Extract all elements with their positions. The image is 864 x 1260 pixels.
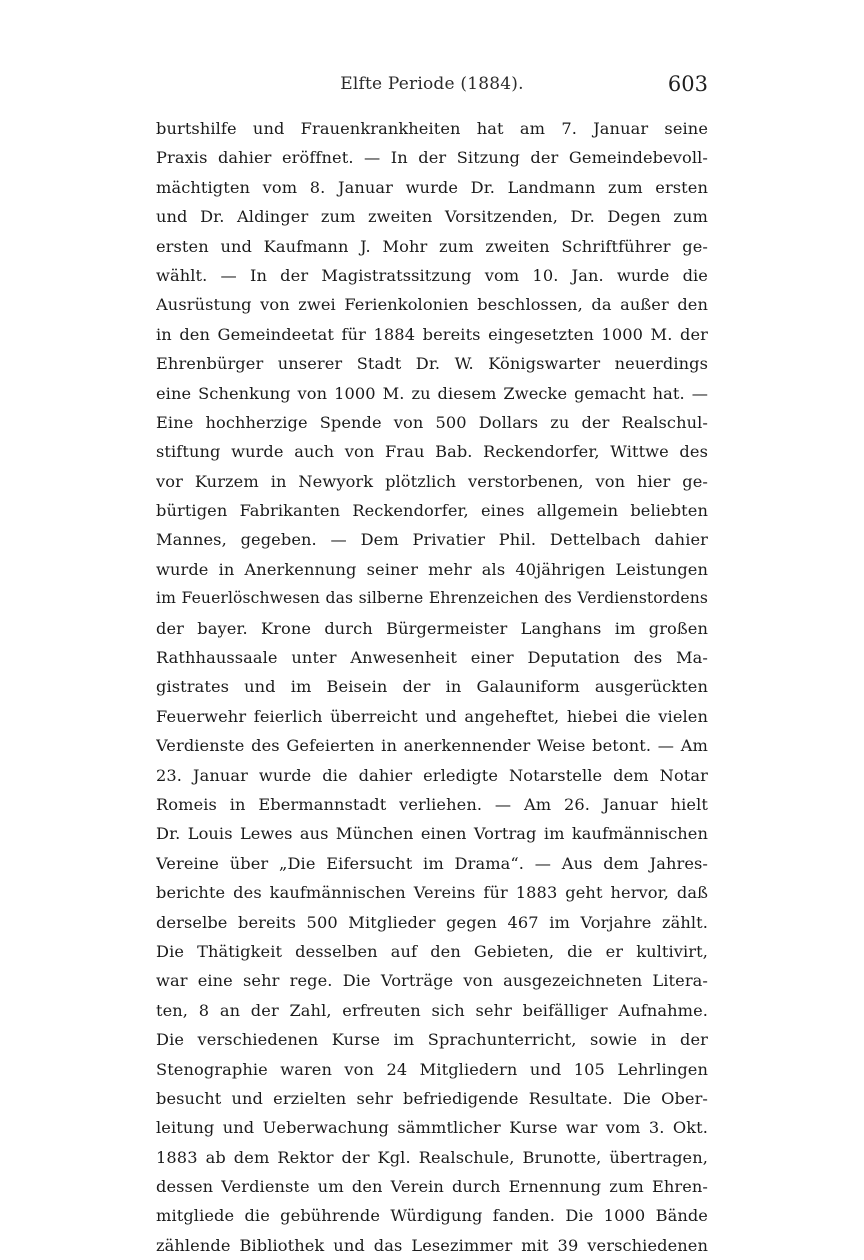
text-line: Ehrenbürger unserer Stadt Dr. W. Königswarter neuerdings (156, 354, 708, 374)
text-line: Feuerwehr feierlich überreicht und angeheftet, hiebei die vielen (156, 706, 708, 726)
text-line: besucht und erzielten sehr befriedigende Resultate. Die Ober- (156, 1088, 708, 1108)
text-line: Dr. Louis Lewes aus München einen Vortrag im kaufmännischen (156, 824, 708, 844)
text-line: dessen Verdienste um den Verein durch Ernennung zum Ehren- (156, 1177, 708, 1197)
body-text (156, 114, 708, 1260)
text-line: Verdienste des Gefeierten in anerkennender Weise betont. — Am (156, 736, 708, 756)
text-line: 23. Januar wurde die dahier erledigte Notarstelle dem Notar (156, 765, 708, 785)
page-header (156, 72, 708, 102)
text-line: Romeis in Ebermannstadt verliehen. — Am 26. Januar hielt (156, 794, 708, 814)
text-line: der bayer. Krone durch Bürgermeister Langhans im großen (156, 618, 708, 638)
text-line: mächtigten vom 8. Januar wurde Dr. Landmann zum ersten (156, 177, 708, 197)
text-line: derselbe bereits 500 Mitglieder gegen 467 im Vorjahre zählt. (156, 912, 708, 932)
text-line: wählt. — In der Magistratssitzung vom 10. Jan. wurde die (156, 265, 708, 285)
text-line: eine Schenkung von 1000 M. zu diesem Zwecke gemacht hat. — (156, 383, 708, 403)
text-line: leitung und Ueberwachung sämmtlicher Kurse war vom 3. Okt. (156, 1118, 708, 1138)
text-line: Stenographie waren von 24 Mitgliedern und 105 Lehrlingen (156, 1059, 708, 1079)
text-line: wurde in Anerkennung seiner mehr als 40jährigen Leistungen (156, 559, 708, 579)
text-line: und Dr. Aldinger zum zweiten Vorsitzenden, Dr. Degen zum (156, 207, 708, 227)
text-line: Rathhaussaale unter Anwesenheit einer Deputation des Ma- (156, 648, 708, 668)
text-line: ten, 8 an der Zahl, erfreuten sich sehr beifälliger Aufnahme. (156, 1000, 708, 1020)
text-line: bürtigen Fabrikanten Reckendorfer, eines allgemein beliebten (156, 501, 708, 521)
text-line: im Feuerlöschwesen das silberne Ehrenzeichen des Verdienstordens (156, 589, 708, 608)
text-line: in den Gemeindeetat für 1884 bereits eingesetzten 1000 M. der (156, 324, 708, 344)
text-line: Mannes, gegeben. — Dem Privatier Phil. Dettelbach dahier (156, 530, 708, 550)
text-line: berichte des kaufmännischen Vereins für 1883 geht hervor, daß (156, 883, 708, 903)
page-number: 603 (667, 72, 708, 96)
text-line: ersten und Kaufmann J. Mohr zum zweiten Schriftführer ge- (156, 236, 708, 256)
text-line: Die Thätigkeit desselben auf den Gebieten, die er kultivirt, (156, 941, 708, 961)
text-line: vor Kurzem in Newyork plötzlich verstorbenen, von hier ge- (156, 471, 708, 491)
text-line: 1883 ab dem Rektor der Kgl. Realschule, Brunotte, übertragen, (156, 1147, 708, 1167)
text-line: stiftung wurde auch von Frau Bab. Reckendorfer, Wittwe des (156, 442, 708, 462)
text-line: war eine sehr rege. Die Vorträge von ausgezeichneten Litera- (156, 971, 708, 991)
text-line: Vereine über „Die Eifersucht im Drama“. — Aus dem Jahres- (156, 853, 708, 873)
text-line: zählende Bibliothek und das Lesezimmer mit 39 verschiedenen (156, 1235, 708, 1255)
text-line: Ausrüstung von zwei Ferienkolonien beschlossen, da außer den (156, 295, 708, 315)
text-line: Praxis dahier eröffnet. — In der Sitzung der Gemeindebevoll- (156, 148, 708, 168)
text-line: Die verschiedenen Kurse im Sprachunterricht, sowie in der (156, 1030, 708, 1050)
text-line: burtshilfe und Frauenkrankheiten hat am 7. Januar seine (156, 119, 708, 138)
running-title: Elfte Periode (1884). (340, 74, 524, 94)
text-line: mitgliede die gebührende Würdigung fanden. Die 1000 Bände (156, 1206, 708, 1226)
text-line: Eine hochherzige Spende von 500 Dollars zu der Realschul- (156, 412, 708, 432)
text-line: gistrates und im Beisein der in Galauniform ausgerückten (156, 677, 708, 697)
